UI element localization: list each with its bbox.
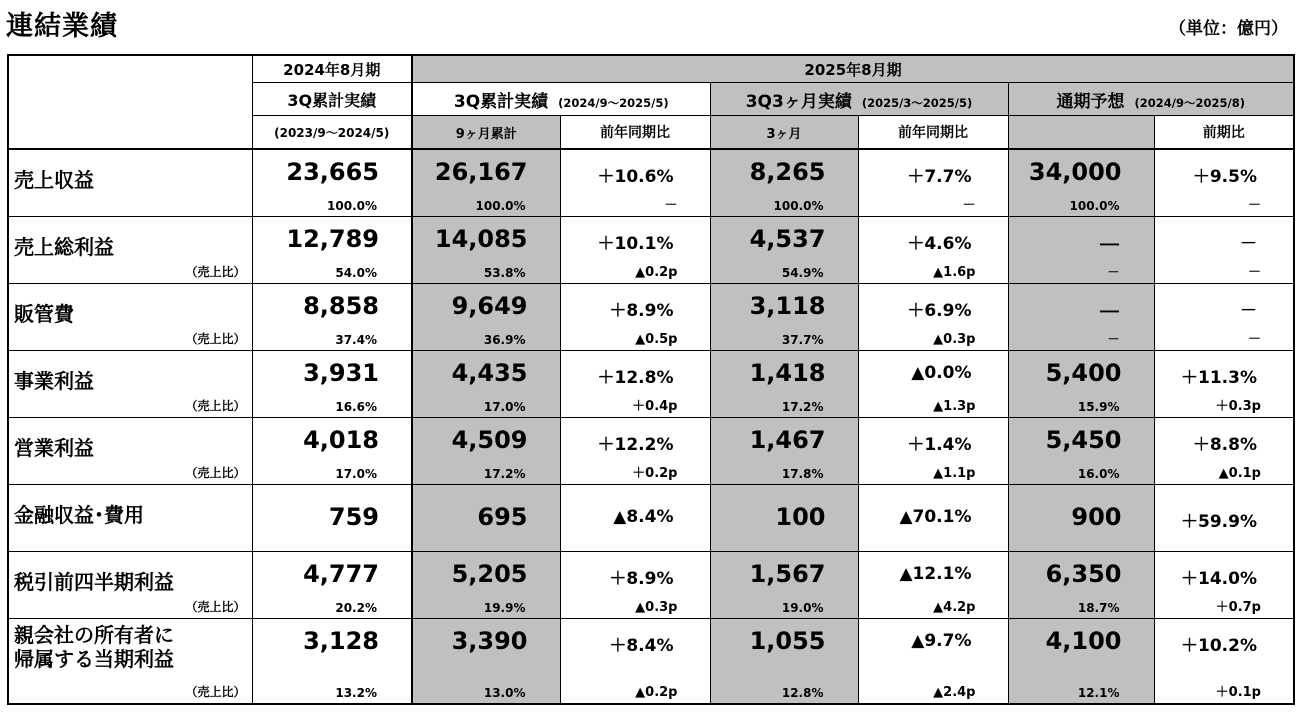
yoy-3m-value: ＋6.9% xyxy=(907,301,972,321)
ratio-3m: 54.9% xyxy=(781,266,824,280)
yoy-value: ▲8.4% xyxy=(613,507,674,527)
cell-2024 xyxy=(252,418,412,485)
cell-yoy-3m xyxy=(858,418,1008,485)
forecast-ratio: 15.9% xyxy=(1077,400,1120,414)
yoy-sub: － xyxy=(664,198,678,213)
yoy-value: ＋8.9% xyxy=(609,569,674,589)
row-label-text: 販管費 xyxy=(14,302,74,326)
ratio-2024: 17.0% xyxy=(335,467,377,481)
yoy-sub: ＋0.2p xyxy=(632,466,678,481)
row-label-text: 親会社の所有者に xyxy=(14,623,174,647)
value-2024: 3,931 xyxy=(303,359,379,387)
cell-yoy xyxy=(560,619,710,705)
row-label xyxy=(14,168,94,192)
row-label-cell xyxy=(8,149,252,217)
yoy-value: ＋12.2% xyxy=(597,435,674,455)
forecast-ratio: 12.1% xyxy=(1077,686,1120,700)
yoy-3m-sub: － xyxy=(962,198,976,213)
value-3m: 1,567 xyxy=(749,560,826,588)
forecast-value: 6,350 xyxy=(1045,560,1122,588)
value-2025: 4,435 xyxy=(451,359,528,387)
cell-3m xyxy=(710,418,858,485)
yoy-3m-sub: ▲1.6p xyxy=(933,265,976,280)
forecast-yoy-value: － xyxy=(1240,234,1257,254)
cell-yoy-3m xyxy=(858,284,1008,351)
value-3m: 100 xyxy=(775,503,826,531)
header-q3-cum-2025 xyxy=(412,83,710,116)
yoy-sub: ▲0.2p xyxy=(635,265,678,280)
cell-2024 xyxy=(252,552,412,619)
ratio-2024: 20.2% xyxy=(335,601,377,615)
forecast-value: 4,100 xyxy=(1045,627,1122,655)
row-label-cell xyxy=(8,485,252,552)
table-body xyxy=(8,149,1294,704)
row-label-cell xyxy=(8,418,252,485)
cell-forecast xyxy=(1008,619,1154,705)
cell-3m xyxy=(710,552,858,619)
cell-forecast xyxy=(1008,351,1154,418)
value-2024: 4,018 xyxy=(303,426,379,454)
header-q3-cum-2025-period: (2024/9～2025/5) xyxy=(558,95,669,110)
cell-yoy xyxy=(560,552,710,619)
ratio-3m: 17.8% xyxy=(781,467,824,481)
ratio-2025: 19.9% xyxy=(483,601,526,615)
table-row xyxy=(8,149,1294,217)
value-3m: 1,055 xyxy=(749,627,826,655)
row-sub-label: （売上比） xyxy=(185,685,246,699)
yoy-3m-sub: ▲2.4p xyxy=(933,685,976,700)
ratio-3m: 19.0% xyxy=(781,601,824,615)
header-corner xyxy=(8,55,252,149)
yoy-3m-value: ＋4.6% xyxy=(907,234,972,254)
cell-forecast-yoy xyxy=(1154,351,1294,418)
value-3m: 8,265 xyxy=(749,158,826,186)
yoy-3m-value: ▲70.1% xyxy=(899,507,972,527)
header-nine-month: 9ヶ月累計 xyxy=(412,116,560,150)
header-fy2025: 2025年8月期 xyxy=(412,55,1294,83)
cell-forecast-yoy xyxy=(1154,552,1294,619)
value-2024: 3,128 xyxy=(303,627,379,655)
forecast-ratio: 100.0% xyxy=(1069,199,1120,213)
ratio-3m: 17.2% xyxy=(781,400,824,414)
cell-2025 xyxy=(412,149,560,217)
table-row xyxy=(8,619,1294,705)
yoy-value: ＋12.8% xyxy=(597,368,674,388)
row-label-text: 事業利益 xyxy=(14,369,94,393)
forecast-value: － xyxy=(1097,231,1122,259)
row-label-cell xyxy=(8,619,252,705)
header-q3-3m xyxy=(710,83,1008,116)
header-forecast-label: 通期予想 xyxy=(1056,91,1125,112)
forecast-yoy-sub: － xyxy=(1247,198,1261,213)
forecast-value: 900 xyxy=(1071,503,1122,531)
value-2025: 9,649 xyxy=(451,292,528,320)
header-forecast xyxy=(1008,83,1294,116)
yoy-sub: ＋0.4p xyxy=(632,399,678,414)
value-3m: 1,418 xyxy=(749,359,826,387)
yoy-3m-sub: ▲0.3p xyxy=(933,332,976,347)
cell-forecast xyxy=(1008,418,1154,485)
cell-forecast-yoy xyxy=(1154,217,1294,284)
row-sub-label: （売上比） xyxy=(185,399,246,413)
cell-forecast-yoy xyxy=(1154,485,1294,552)
cell-forecast-yoy xyxy=(1154,149,1294,217)
table-row xyxy=(8,284,1294,351)
cell-2024 xyxy=(252,149,412,217)
value-3m: 4,537 xyxy=(749,225,826,253)
row-label-text: 税引前四半期利益 xyxy=(14,570,174,594)
forecast-yoy-value: ＋11.3% xyxy=(1181,368,1257,388)
ratio-3m: 12.8% xyxy=(781,686,824,700)
value-2024: 4,777 xyxy=(303,560,379,588)
header-yoy-1: 前年同期比 xyxy=(560,116,710,150)
forecast-yoy-sub: ▲0.1p xyxy=(1218,466,1261,481)
row-label xyxy=(14,570,174,594)
yoy-3m-sub: ▲4.2p xyxy=(933,600,976,615)
forecast-value: 5,400 xyxy=(1045,359,1122,387)
cell-2025 xyxy=(412,619,560,705)
header-three-month: 3ヶ月 xyxy=(710,116,858,150)
yoy-value: ＋10.1% xyxy=(597,234,674,254)
row-label xyxy=(14,369,94,393)
row-label-text: 売上総利益 xyxy=(14,235,114,259)
cell-yoy xyxy=(560,351,710,418)
forecast-ratio: － xyxy=(1107,332,1120,346)
row-sub-label: （売上比） xyxy=(185,466,246,480)
cell-2024 xyxy=(252,619,412,705)
header-q3-3m-period: (2025/3～2025/5) xyxy=(861,95,973,110)
yoy-value: ＋10.6% xyxy=(597,167,674,187)
cell-yoy xyxy=(560,217,710,284)
yoy-3m-value: ▲0.0% xyxy=(911,363,972,383)
forecast-yoy-sub: ＋0.7p xyxy=(1215,600,1261,615)
value-3m: 1,467 xyxy=(749,426,826,454)
cell-forecast-yoy xyxy=(1154,418,1294,485)
value-2024: 23,665 xyxy=(286,158,379,186)
cell-yoy xyxy=(560,485,710,552)
cell-3m xyxy=(710,217,858,284)
yoy-sub: ▲0.5p xyxy=(635,332,678,347)
cell-3m xyxy=(710,485,858,552)
ratio-2024: 37.4% xyxy=(335,333,377,347)
forecast-yoy-value: ＋59.9% xyxy=(1181,512,1257,532)
cell-yoy-3m xyxy=(858,552,1008,619)
yoy-3m-value: ▲9.7% xyxy=(911,631,972,651)
ratio-2025: 36.9% xyxy=(483,333,526,347)
cell-3m xyxy=(710,149,858,217)
cell-2025 xyxy=(412,351,560,418)
yoy-3m-value: ＋1.4% xyxy=(907,435,972,455)
row-label xyxy=(14,302,74,326)
forecast-yoy-value: ＋9.5% xyxy=(1192,167,1257,187)
cell-2024 xyxy=(252,284,412,351)
row-label-cell xyxy=(8,552,252,619)
forecast-value: － xyxy=(1097,298,1122,326)
row-sub-label: （売上比） xyxy=(185,332,246,346)
cell-2025 xyxy=(412,552,560,619)
cell-3m xyxy=(710,619,858,705)
row-label-text: 金融収益･費用 xyxy=(14,503,144,527)
header-q3-3m-label: 3Q3ヶ月実績 xyxy=(745,91,852,112)
forecast-value: 5,450 xyxy=(1045,426,1122,454)
yoy-3m-value: ▲12.1% xyxy=(899,564,972,584)
header-q3-cum-2025-label: 3Q累計実績 xyxy=(453,91,549,112)
forecast-yoy-value: ＋14.0% xyxy=(1181,569,1257,589)
page-title: 連結業績 xyxy=(6,11,118,42)
ratio-2024: 13.2% xyxy=(335,686,377,700)
cell-2025 xyxy=(412,485,560,552)
cell-yoy xyxy=(560,284,710,351)
ratio-2025: 17.2% xyxy=(483,467,526,481)
ratio-3m: 100.0% xyxy=(773,199,824,213)
value-2025: 26,167 xyxy=(434,158,528,186)
ratio-2025: 53.8% xyxy=(483,266,526,280)
unit-note: （単位：億円） xyxy=(1169,19,1288,39)
yoy-3m-sub: ▲1.3p xyxy=(933,399,976,414)
cell-2025 xyxy=(412,418,560,485)
forecast-yoy-sub: ＋0.1p xyxy=(1215,685,1261,700)
cell-2025 xyxy=(412,217,560,284)
ratio-2025: 13.0% xyxy=(483,686,526,700)
row-sub-label: （売上比） xyxy=(185,265,246,279)
cell-yoy-3m xyxy=(858,149,1008,217)
cell-forecast xyxy=(1008,485,1154,552)
row-label-cell xyxy=(8,284,252,351)
cell-2024 xyxy=(252,485,412,552)
forecast-value: 34,000 xyxy=(1028,158,1122,186)
row-label xyxy=(14,436,94,460)
forecast-yoy-sub: － xyxy=(1247,332,1261,347)
yoy-sub: ▲0.2p xyxy=(635,685,678,700)
cell-yoy xyxy=(560,418,710,485)
cell-forecast-yoy xyxy=(1154,619,1294,705)
ratio-2025: 17.0% xyxy=(483,400,526,414)
yoy-value: ＋8.4% xyxy=(609,636,674,656)
cell-forecast xyxy=(1008,284,1154,351)
header-vs-prev: 前期比 xyxy=(1154,116,1294,150)
row-label xyxy=(14,503,144,527)
forecast-ratio: 16.0% xyxy=(1077,467,1120,481)
yoy-sub: ▲0.3p xyxy=(635,600,678,615)
header-row-years xyxy=(8,55,1294,83)
row-label xyxy=(14,623,174,671)
ratio-2024: 16.6% xyxy=(335,400,377,414)
row-label-text: 売上収益 xyxy=(14,168,94,192)
row-label-cell xyxy=(8,351,252,418)
cell-forecast-yoy xyxy=(1154,284,1294,351)
yoy-3m-sub: ▲1.1p xyxy=(933,466,976,481)
forecast-ratio: － xyxy=(1107,265,1120,279)
value-2025: 3,390 xyxy=(451,627,528,655)
cell-yoy xyxy=(560,149,710,217)
row-label-cell xyxy=(8,217,252,284)
header-forecast-value xyxy=(1008,116,1154,150)
table-row xyxy=(8,552,1294,619)
table-row xyxy=(8,418,1294,485)
cell-forecast xyxy=(1008,149,1154,217)
table-row xyxy=(8,351,1294,418)
cell-yoy-3m xyxy=(858,619,1008,705)
value-2024: 12,789 xyxy=(286,225,379,253)
value-2025: 14,085 xyxy=(434,225,528,253)
table-row xyxy=(8,217,1294,284)
results-table xyxy=(7,54,1295,705)
yoy-value: ＋8.9% xyxy=(609,301,674,321)
cell-2024 xyxy=(252,351,412,418)
cell-forecast xyxy=(1008,552,1154,619)
header-yoy-2: 前年同期比 xyxy=(858,116,1008,150)
cell-yoy-3m xyxy=(858,217,1008,284)
row-label-text-2: 帰属する当期利益 xyxy=(14,647,174,671)
row-sub-label: （売上比） xyxy=(185,600,246,614)
value-2025: 695 xyxy=(477,503,528,531)
forecast-yoy-value: ＋8.8% xyxy=(1192,435,1257,455)
ratio-3m: 37.7% xyxy=(781,333,824,347)
yoy-3m-value: ＋7.7% xyxy=(907,167,972,187)
header-q3-cum-2024-period: (2023/9～2024/5) xyxy=(252,116,412,150)
cell-2024 xyxy=(252,217,412,284)
cell-forecast xyxy=(1008,217,1154,284)
cell-3m xyxy=(710,351,858,418)
ratio-2024: 100.0% xyxy=(327,199,377,213)
ratio-2025: 100.0% xyxy=(475,199,526,213)
cell-3m xyxy=(710,284,858,351)
cell-yoy-3m xyxy=(858,351,1008,418)
cell-2025 xyxy=(412,284,560,351)
forecast-yoy-sub: － xyxy=(1247,265,1261,280)
ratio-2024: 54.0% xyxy=(335,266,377,280)
value-2025: 4,509 xyxy=(451,426,528,454)
value-2024: 8,858 xyxy=(303,292,379,320)
forecast-ratio: 18.7% xyxy=(1077,601,1120,615)
row-label-text: 営業利益 xyxy=(14,436,94,460)
forecast-yoy-value: ＋10.2% xyxy=(1181,636,1257,656)
table-row xyxy=(8,485,1294,552)
value-2025: 5,205 xyxy=(451,560,528,588)
header-fy2024: 2024年8月期 xyxy=(252,55,412,83)
header-forecast-period: (2024/9～2025/8) xyxy=(1134,95,1245,110)
cell-yoy-3m xyxy=(858,485,1008,552)
value-2024: 759 xyxy=(328,503,379,531)
row-label xyxy=(14,235,114,259)
value-3m: 3,118 xyxy=(749,292,826,320)
forecast-yoy-value: － xyxy=(1240,301,1257,321)
header-q3-cum-2024: 3Q累計実績 xyxy=(252,83,412,116)
forecast-yoy-sub: ＋0.3p xyxy=(1215,399,1261,414)
